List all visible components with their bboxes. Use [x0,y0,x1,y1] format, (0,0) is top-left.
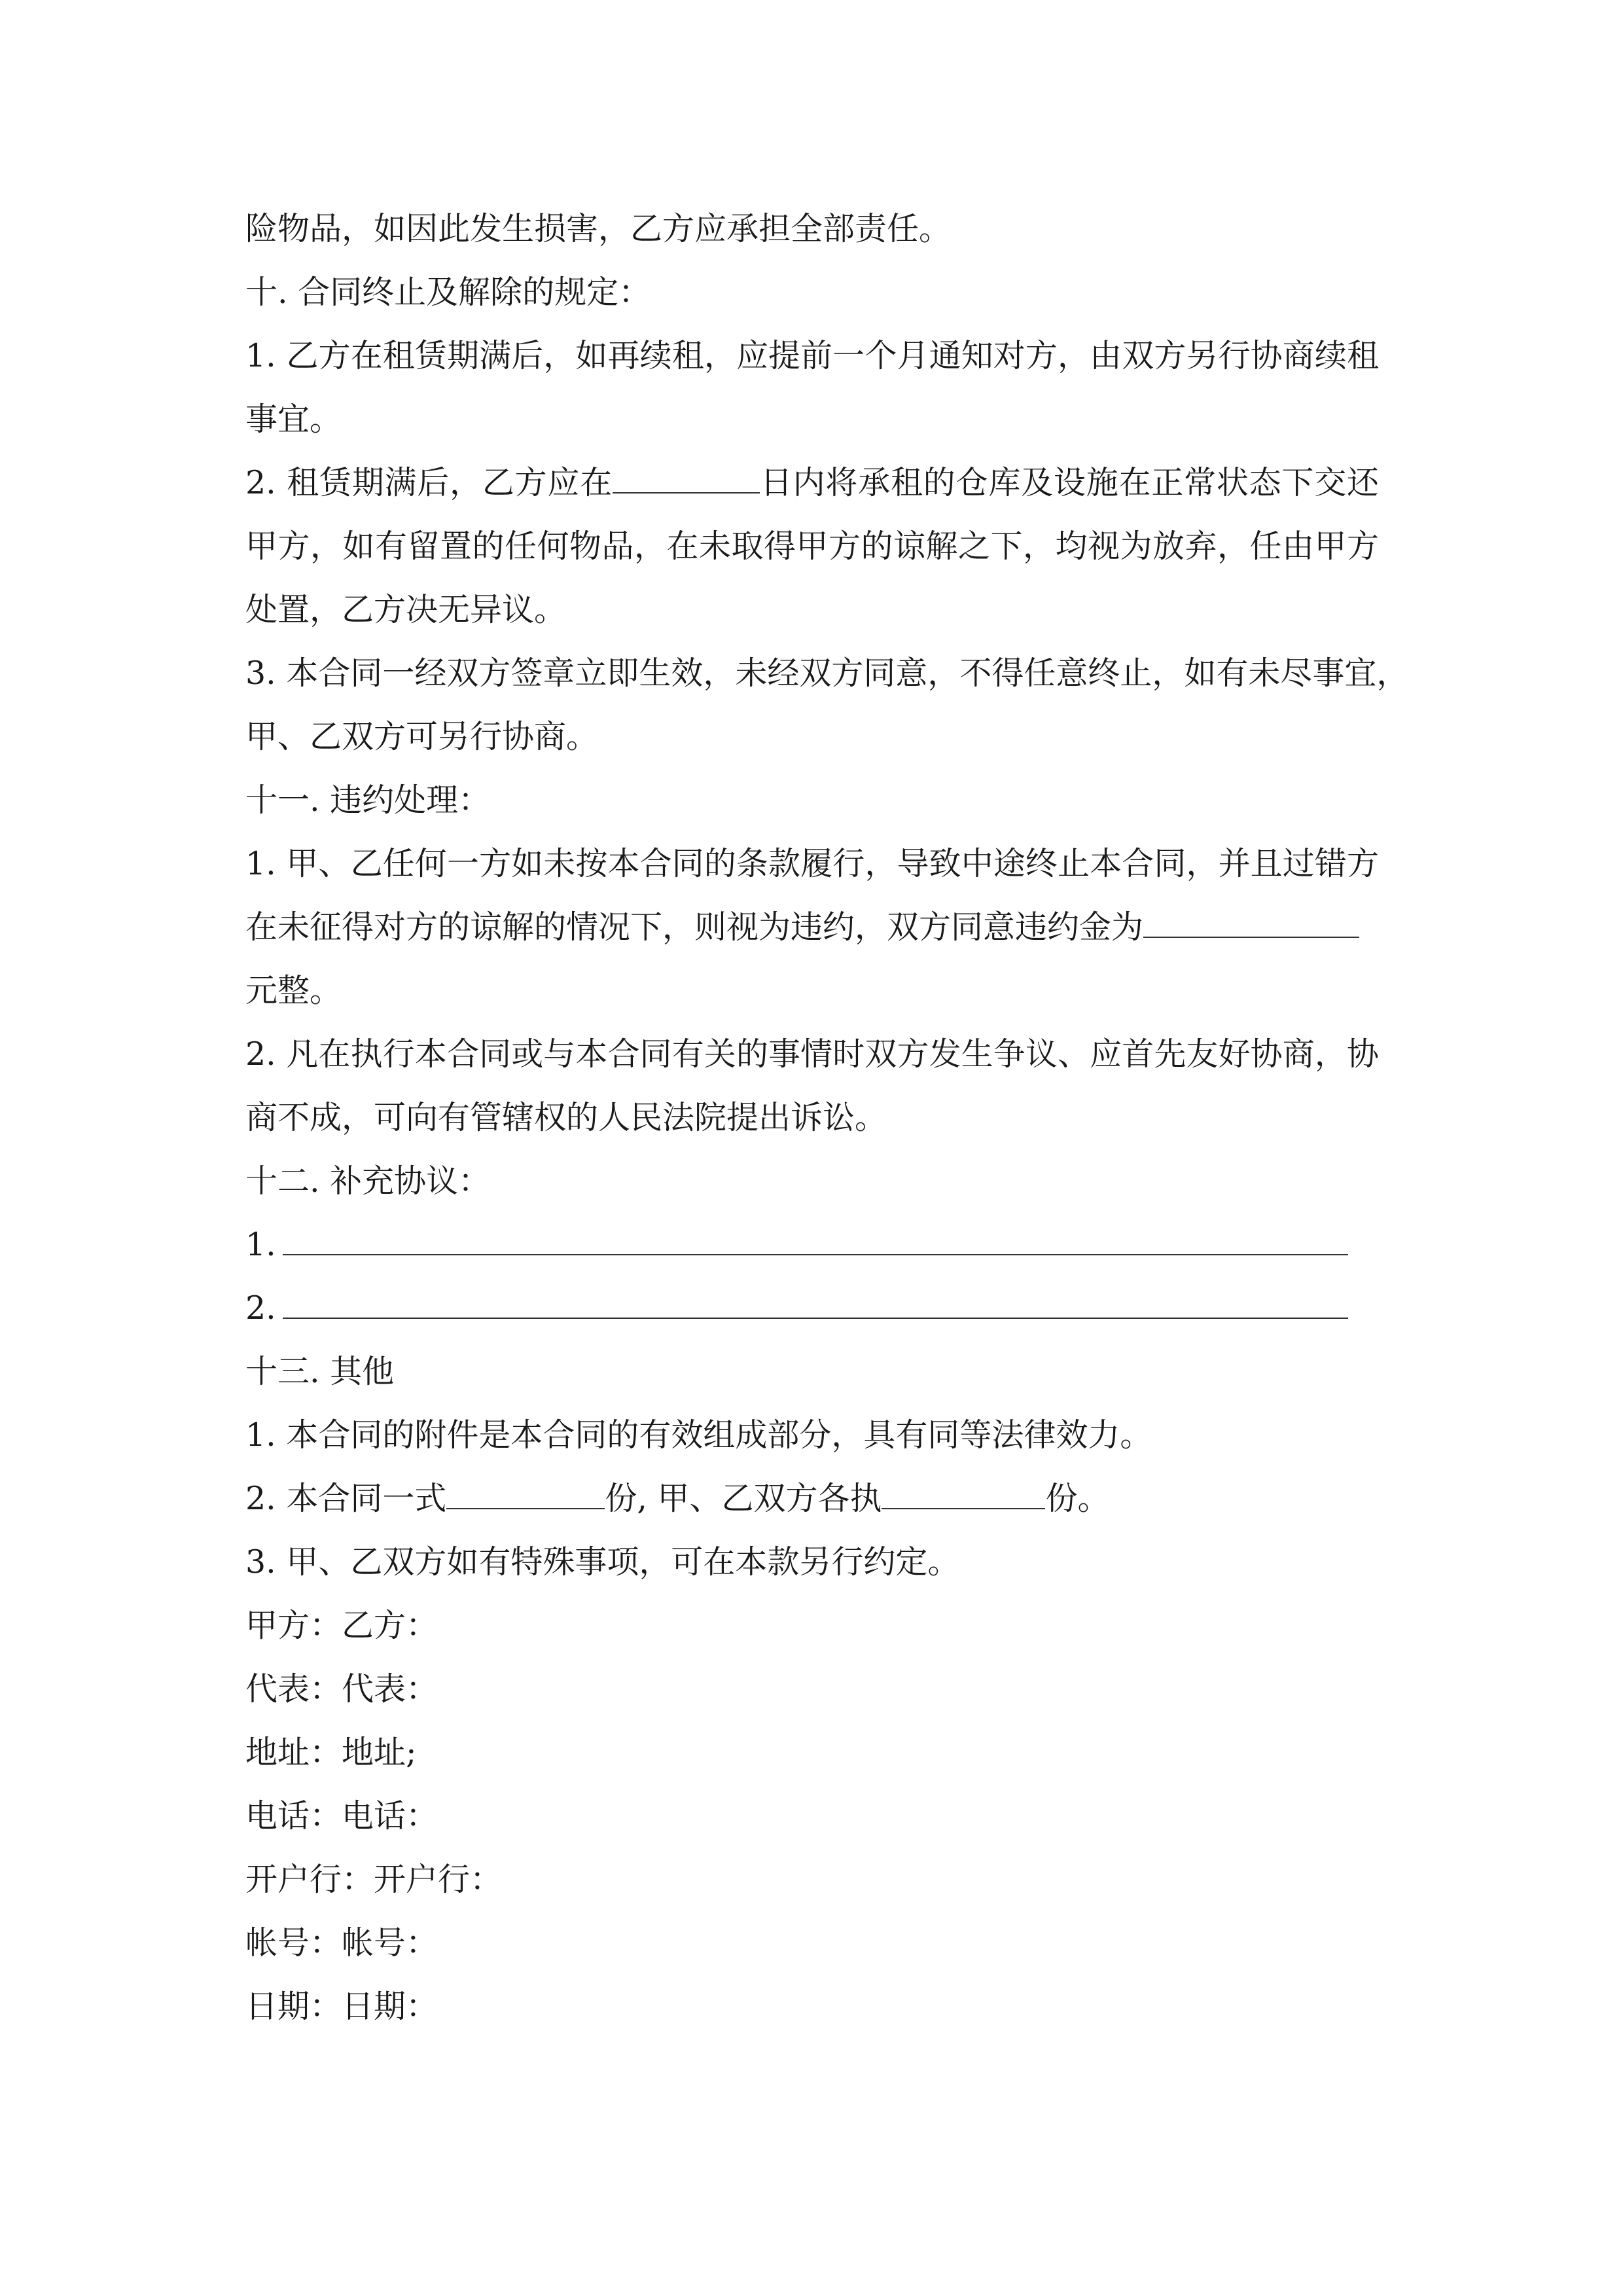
text-line [245,1289,1348,1328]
section-heading: 十一. 违约处理： [245,781,491,819]
text-line [245,1479,1110,1518]
text-line: 处置，乙方决无异议。 [245,591,567,628]
text-line: 1. 乙方在租赁期满后，如再续租，应提前一个月通知对方，由双方另行协商续租 [245,337,1379,374]
text-line: 商不成，可向有管辖权的人民法院提出诉讼。 [245,1099,887,1136]
fill-blank [446,1479,605,1509]
text-segment: 在未征得对方的谅解的情况下，则视为违约，双方同意违约金为 [245,908,1144,946]
text-segment: 份, 甲、乙双方各执 [605,1480,882,1517]
section-heading: 十二. 补充协议： [245,1162,491,1200]
signature-field: 帐号：帐号： [245,1924,438,1962]
text-segment: 2. 租赁期满后，乙方应在 [245,464,613,501]
text-segment: 日内将承租的仓库及设施在正常状态下交还 [760,464,1379,501]
section-heading: 十. 合同终止及解除的规定： [245,274,651,311]
text-line: 甲、乙双方可另行协商。 [245,718,599,755]
text-line: 元整。 [245,972,342,1009]
text-line: 险物品，如因此发生损害，乙方应承担全部责任。 [245,210,952,247]
text-line: 3. 甲、乙双方如有特殊事项，可在本款另行约定。 [245,1543,960,1581]
text-line [245,463,1379,503]
signature-field: 电话：电话： [245,1797,438,1835]
text-line: 2. 凡在执行本合同或与本合同有关的事情时双方发生争议、应首先友好协商，协 [245,1035,1379,1073]
text-line [245,1225,1348,1265]
fill-blank [882,1479,1045,1509]
text-line: 1. 甲、乙任何一方如未按本合同的条款履行，导致中途终止本合同，并且过错方 [245,845,1379,882]
text-line: 甲方，如有留置的任何物品，在未取得甲方的谅解之下，均视为放弃，任由甲方 [245,528,1379,565]
text-segment: 2. [245,1289,276,1327]
text-line: 3. 本合同一经双方签章立即生效，未经双方同意，不得任意终止，如有未尽事宜， [245,655,1409,692]
signature-field: 日期：日期： [245,1988,438,2025]
signature-field: 地址：地址; [245,1734,417,1771]
text-line [245,908,1359,947]
text-line: 事宜。 [245,401,342,438]
text-segment: 2. 本合同一式 [245,1480,447,1517]
section-heading: 十三. 其他 [245,1353,395,1390]
signature-field: 甲方：乙方： [245,1607,438,1644]
signature-field: 开户行：开户行： [245,1861,503,1898]
signature-field: 代表：代表： [245,1670,438,1708]
fill-blank [613,463,760,493]
fill-blank [283,1225,1348,1255]
text-segment: 1. [245,1226,276,1263]
fill-blank [1143,908,1359,938]
text-line: 1. 本合同的附件是本合同的有效组成部分，具有同等法律效力。 [245,1416,1152,1454]
text-segment: 份。 [1045,1480,1110,1517]
fill-blank [283,1289,1348,1319]
